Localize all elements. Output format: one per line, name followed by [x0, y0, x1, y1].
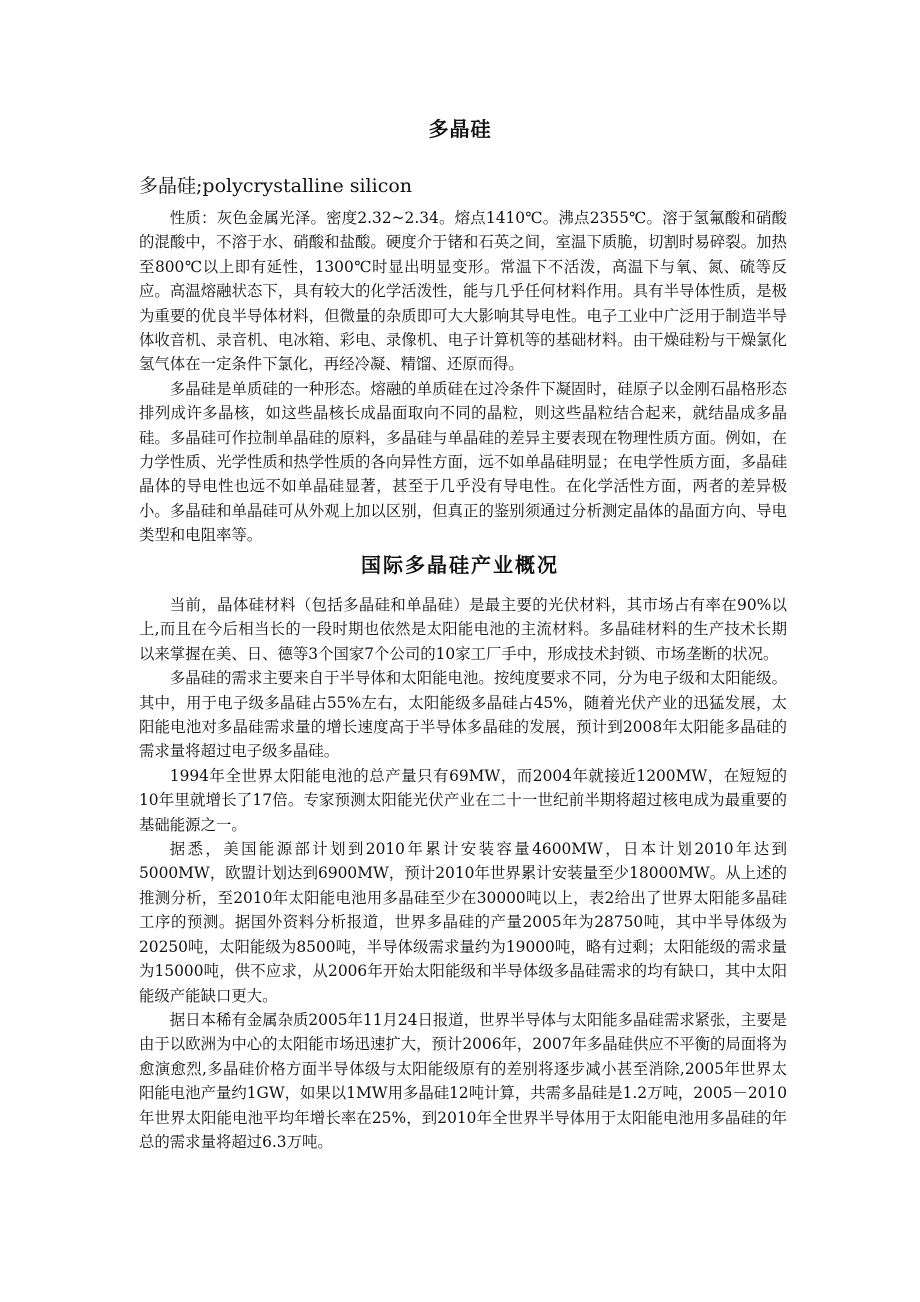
section-industry	[139, 593, 787, 1154]
paragraph-production-growth: 1994年全世界太阳能电池的总产量只有69MW，而2004年就接近1200MW，在短短的10年里就增长了17倍。专家预测太阳能光伏产业在二十一世纪前半期将超过核电成为最重要的基础能源之一。	[139, 766, 787, 834]
paragraph-demand: 多晶硅的需求主要来自于半导体和太阳能电池。按纯度要求不同，分为电子级和太阳能级。其中，用于电子级多晶硅占55%左右，太阳能级多晶硅占45%，随着光伏产业的迅猛发展，太阳能电池对多晶硅需求量的增长速度高于半导体多晶硅的发展，预计到2008年太阳能多晶硅的需求量将超过电子级多晶硅。	[139, 669, 787, 761]
paragraph-morphology: 多晶硅是单质硅的一种形态。熔融的单质硅在过冷条件下凝固时，硅原子以金刚石晶格形态排列成许多晶核，如这些晶核长成晶面取向不同的晶粒，则这些晶粒结合起来，就结晶成多晶硅。多晶硅可作拉制单晶硅的原料，多晶硅与单晶硅的差异主要表现在物理性质方面。例如，在力学性质、光学性质和热学性质的各向异性方面，远不如单晶硅明显；在电学性质方面，多晶硅晶体的导电性也远不如单晶硅显著，甚至于几乎没有导电性。在化学活性方面，两者的差异极小。多晶硅和单晶硅可从外观上加以区别，但真正的鉴别须通过分析测定晶体的晶面方向、导电类型和电阻率等。	[139, 379, 787, 545]
paragraph-properties: 性质：灰色金属光泽。密度2.32~2.34。熔点1410℃。沸点2355℃。溶于氢氟酸和硝酸的混酸中，不溶于水、硝酸和盐酸。硬度介于锗和石英之间，室温下质脆，切割时易碎裂。加热至800℃以上即有延性，1300℃时显出明显变形。常温下不活泼，高温下与氧、氮、硫等反应。高温熔融状态下，具有较大的化学活泼性，能与几乎任何材料作用。具有半导体性质，是极为重要的优良半导体材料，但微量的杂质即可大大影响其导电性。电子工业中广泛用于制造半导体收音机、录音机、电冰箱、彩电、录像机、电子计算机等的基础材料。由干燥硅粉与干燥氯化氢气体在一定条件下氯化，再经冷凝、精馏、还原而得。	[139, 209, 787, 374]
section-properties	[139, 206, 787, 548]
section-heading-industry: 国际多晶硅产业概况	[361, 553, 559, 577]
paragraph-forecast: 据悉，美国能源部计划到2010年累计安装容量4600MW，日本计划2010年达到5000MW，欧盟计划达到6900MW，预计2010年世界累计安装量至少18000MW。从上述的推测分析，至2010年太阳能电池用多晶硅至少在30000吨以上，表2给出了世界太阳能多晶硅工序的预测。据国外资料分析报道，世界多晶硅的产量2005年为28750吨，其中半导体级为20250吨，太阳能级为8500吨，半导体级需求量约为19000吨，略有过剩；太阳能级的需求量为15000吨，供不应求，从2006年开始太阳能级和半导体级多晶硅需求的均有缺口，其中太阳能级产能缺口更大。	[139, 840, 787, 1005]
document-title: 多晶硅	[428, 117, 492, 141]
paragraph-supply-report: 据日本稀有金属杂质2005年11月24日报道，世界半导体与太阳能多晶硅需求紧张，主要是由于以欧洲为中心的太阳能市场迅速扩大，预计2006年，2007年多晶硅供应不平衡的局面将为愈演愈烈,多晶硅价格方面半导体级与太阳能级原有的差别将逐步减小甚至消除,2005年世界太阳能电池产量约1GW，如果以1MW用多晶硅12吨计算，共需多晶硅是1.2万吨，2005－2010年世界太阳能电池平均年增长率在25%，到2010年全世界半导体用于太阳能电池用多晶硅的年总的需求量将超过6.3万吨。	[139, 1010, 787, 1151]
document-subtitle: 多晶硅;polycrystalline silicon	[139, 175, 413, 197]
paragraph-market-share: 当前，晶体硅材料（包括多晶硅和单晶硅）是最主要的光伏材料，其市场占有率在90%以上,而且在今后相当长的一段时期也依然是太阳能电池的主流材料。多晶硅材料的生产技术长期以来掌握在美、日、德等3个国家7个公司的10家工厂手中，形成技术封锁、市场垄断的状况。	[139, 596, 787, 663]
